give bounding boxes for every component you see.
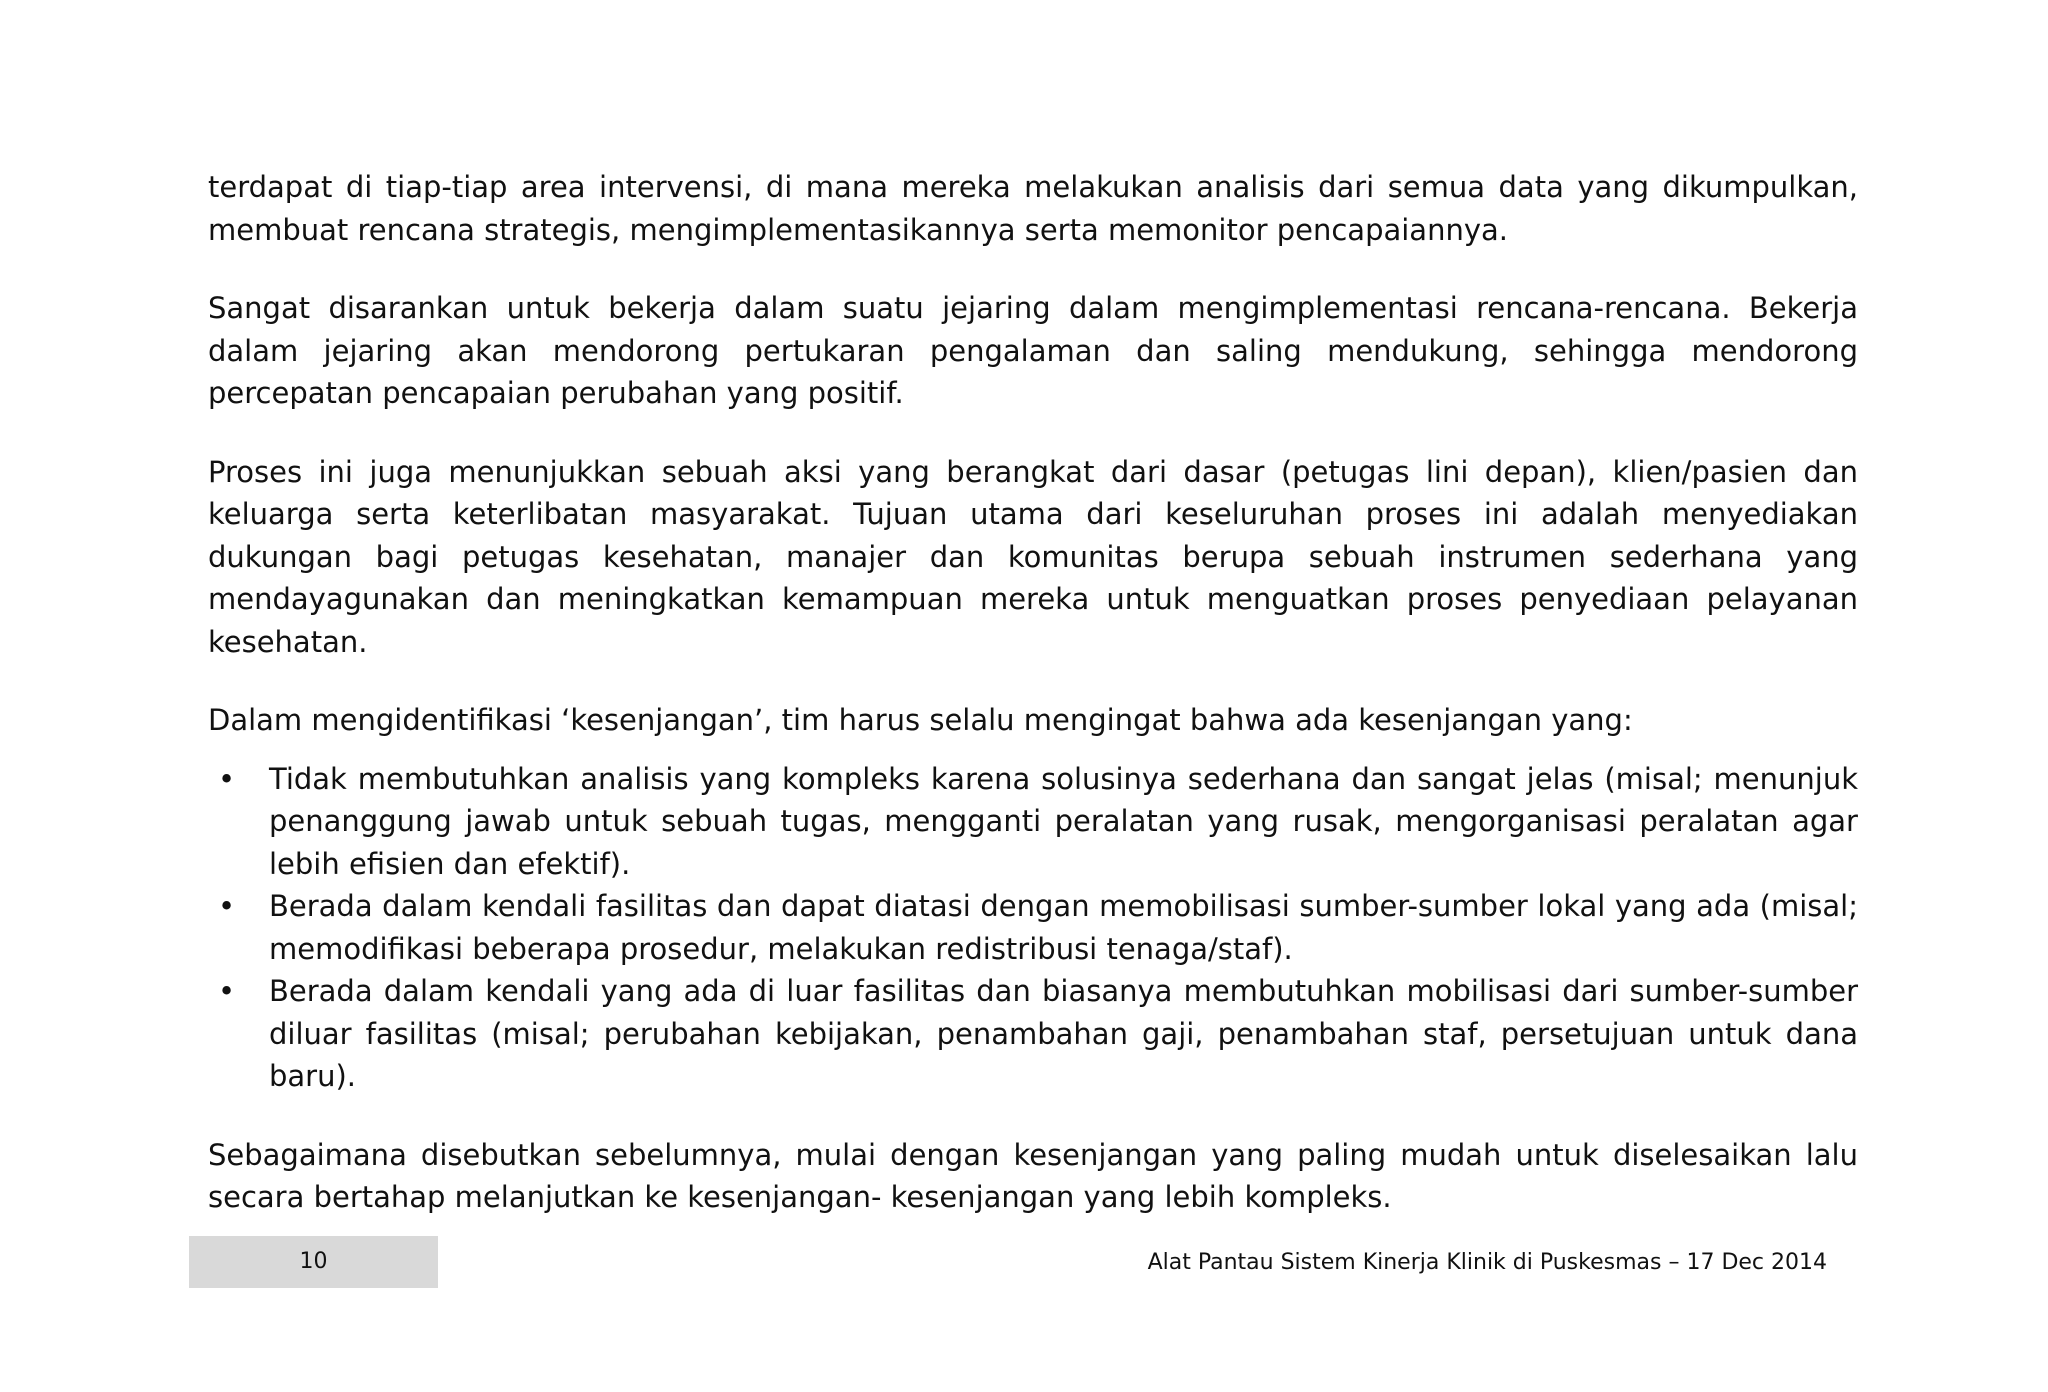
paragraph-1: terdapat di tiap-tiap area intervensi, di mana mereka melakukan analisis dari semua data yang dikumpulkan, membuat rencana strategis, mengimplementasikannya serta memonitor pencapaiannya. [208, 170, 1858, 247]
paragraph-3: Proses ini juga menunjukkan sebuah aksi yang berangkat dari dasar (petugas lini depan), klien/pasien dan keluarga serta keterlibatan masyarakat. Tujuan utama dari keseluruhan proses ini adalah menyediakan dukungan bagi petugas kesehatan, manajer dan komunitas berupa sebuah instrumen sederhana yang mendayagunakan dan meningkatkan kemampuan mereka untuk menguatkan proses penyediaan pelayanan kesehatan. [208, 454, 1858, 659]
footer-document-title: Alat Pantau Sistem Kinerja Klinik di Puskesmas – 17 Dec 2014 [1147, 1250, 1827, 1275]
list-item-text: Tidak membutuhkan analisis yang kompleks karena solusinya sederhana dan sangat jelas (misal; menunjuk penanggung jawab untuk sebuah tugas, mengganti peralatan yang rusak, mengorganisasi peralatan agar lebih efisien dan efektif). [269, 761, 1858, 881]
bullet-icon: • [218, 974, 236, 1008]
paragraph-2: Sangat disarankan untuk bekerja dalam suatu jejaring dalam mengimplementasi rencana-rencana. Bekerja dalam jejaring akan mendorong pertukaran pengalaman dan saling mendukung, sehingga mendorong percepatan pencapaian perubahan yang positif. [208, 291, 1858, 410]
gap-types-list [208, 758, 1858, 1098]
page-number: 10 [299, 1249, 328, 1274]
list-item-text: Berada dalam kendali yang ada di luar fasilitas dan biasanya membutuhkan mobilisasi dari sumber-sumber diluar fasilitas (misal; perubahan kebijakan, penambahan gaji, penambahan staf, persetujuan untuk dana baru). [269, 974, 1858, 1093]
bullet-icon: • [218, 761, 236, 796]
list-item-text: Berada dalam kendali fasilitas dan dapat diatasi dengan memobilisasi sumber-sumber lokal yang ada (misal; memodifikasi beberapa prosedur, melakukan redistribusi tenaga/staf). [269, 889, 1858, 966]
list-item [208, 758, 1858, 886]
bullet-icon: • [218, 889, 236, 923]
paragraph-4: Dalam mengidentifikasi ‘kesenjangan’, tim harus selalu mengingat bahwa ada kesenjangan yang: [208, 703, 1633, 737]
list-item [208, 885, 1858, 970]
list-item [208, 970, 1858, 1098]
page-number-box [189, 1236, 438, 1288]
paragraph-5: Sebagaimana disebutkan sebelumnya, mulai dengan kesenjangan yang paling mudah untuk diselesaikan lalu secara bertahap melanjutkan ke kesenjangan- kesenjangan yang lebih kompleks. [208, 1137, 1858, 1214]
page-body [208, 166, 1858, 1255]
